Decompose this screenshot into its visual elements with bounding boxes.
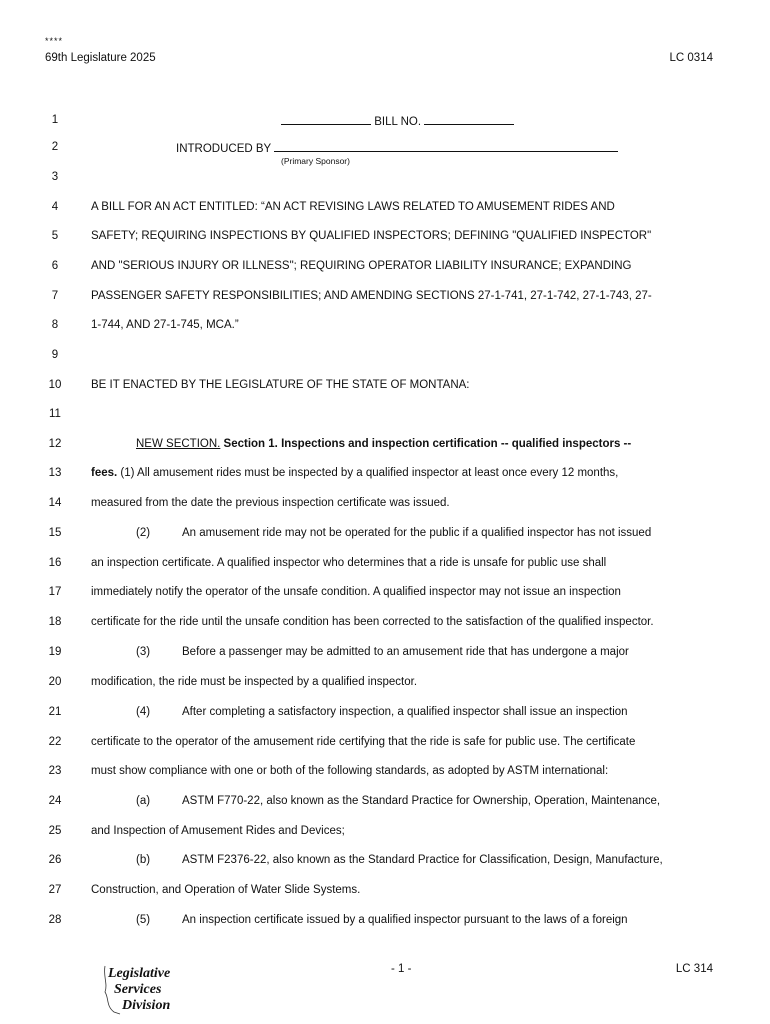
paragraph-number: (b) [136, 854, 151, 866]
line-number: 10 [48, 379, 62, 391]
line-number: 5 [51, 230, 59, 242]
section-text: must show compliance with one or both of the following standards, as adopted by ASTM international: [91, 765, 609, 777]
line-number: 13 [48, 467, 62, 479]
bill-line-21 [0, 706, 770, 728]
section-heading [136, 438, 710, 450]
line-number: 12 [48, 438, 62, 450]
bill-line-23 [0, 765, 770, 787]
paragraph-number: (2) [136, 527, 151, 539]
section-title: Section 1. Inspections and inspection certification -- qualified inspectors -- [223, 438, 632, 450]
section-text: measured from the date the previous inspection certificate was issued. [91, 497, 450, 509]
bill-number-blank-right [424, 114, 514, 125]
section-text: certificate to the operator of the amusement ride certifying that the ride is safe for public use. The certificate [91, 736, 636, 748]
bill-line-17 [0, 586, 770, 608]
paragraph-number: (4) [136, 706, 151, 718]
legislative-services-division-logo [100, 962, 200, 1020]
bill-line-19 [0, 646, 770, 668]
section-text: Construction, and Operation of Water Slide Systems. [91, 884, 361, 896]
section-text [91, 467, 710, 479]
bill-line-11 [0, 408, 770, 430]
bill-line-2 [0, 141, 770, 163]
introduced-by-label: INTRODUCED BY [176, 143, 271, 155]
bill-line-14 [0, 497, 770, 519]
line-number: 25 [48, 825, 62, 837]
bill-line-1 [0, 114, 770, 136]
line-number: 19 [48, 646, 62, 658]
line-number: 2 [51, 141, 59, 153]
title-text: 1-744, AND 27-1-745, MCA.” [91, 319, 239, 331]
bill-line-22 [0, 736, 770, 758]
lc-number: LC 0314 [669, 52, 713, 64]
paragraph-text: An amusement ride may not be operated for the public if a qualified inspector has not issued [182, 527, 652, 539]
bill-line-3 [0, 171, 770, 193]
line-number: 11 [49, 408, 61, 420]
fees-label: fees. [91, 467, 118, 479]
title-text: AND "SERIOUS INJURY OR ILLNESS"; REQUIRING OPERATOR LIABILITY INSURANCE; EXPANDING [91, 260, 632, 272]
bill-no-label: BILL NO. [374, 116, 422, 128]
bill-line-25 [0, 825, 770, 847]
line-number: 1 [51, 114, 59, 126]
bill-line-20 [0, 676, 770, 698]
line-number: 9 [51, 349, 59, 361]
bill-number-row [281, 114, 514, 128]
introduced-by-row [176, 141, 618, 155]
bill-line-9 [0, 349, 770, 371]
line-number: 22 [48, 736, 62, 748]
section-text: and Inspection of Amusement Rides and Devices; [91, 825, 345, 837]
line-number: 27 [48, 884, 62, 896]
line-number: 20 [48, 676, 62, 688]
line-number: 15 [48, 527, 62, 539]
bill-line-8 [0, 319, 770, 341]
bill-line-5 [0, 230, 770, 252]
bill-line-6 [0, 260, 770, 282]
bill-line-24 [0, 795, 770, 817]
paragraph-number: (a) [136, 795, 151, 807]
bill-line-4 [0, 201, 770, 223]
footer-lc-code: LC 314 [675, 963, 713, 975]
new-section-marker: NEW SECTION. [136, 438, 221, 450]
bill-line-12 [0, 438, 770, 460]
line-number: 8 [51, 319, 59, 331]
section-text: certificate for the ride until the unsafe condition has been corrected to the satisfaction of the qualified inspector. [91, 616, 654, 628]
line-number: 3 [51, 171, 59, 183]
bill-line-13 [0, 467, 770, 489]
section-text: modification, the ride must be inspected by a qualified inspector. [91, 676, 418, 688]
logo-word-3: Division [122, 998, 171, 1013]
paragraph-text: ASTM F770-22, also known as the Standard Practice for Ownership, Operation, Maintenance, [182, 795, 661, 807]
enacting-clause: BE IT ENACTED BY THE LEGISLATURE OF THE STATE OF MONTANA: [91, 379, 470, 391]
legislature-session: 69th Legislature 2025 [45, 52, 156, 64]
bill-line-10 [0, 379, 770, 401]
section-text: an inspection certificate. A qualified inspector who determines that a ride is unsafe for public use shall [91, 557, 607, 569]
line-number: 7 [51, 290, 59, 302]
title-text: SAFETY; REQUIRING INSPECTIONS BY QUALIFIED INSPECTORS; DEFINING "QUALIFIED INSPECTOR" [91, 230, 652, 242]
line-number: 6 [51, 260, 59, 272]
line-number: 4 [51, 201, 59, 213]
line-number: 23 [48, 765, 62, 777]
paragraph-number: (3) [136, 646, 151, 658]
logo-word-2: Services [114, 982, 162, 997]
line-number: 21 [48, 706, 62, 718]
bill-line-18 [0, 616, 770, 638]
line-number: 24 [48, 795, 62, 807]
line-number: 26 [48, 854, 62, 866]
bill-line-7 [0, 290, 770, 312]
line-number: 14 [48, 497, 62, 509]
bill-line-28 [0, 914, 770, 936]
bill-line-15 [0, 527, 770, 549]
page-number: - 1 - [391, 963, 412, 975]
primary-sponsor-caption: (Primary Sponsor) [281, 156, 350, 166]
bill-line-26 [0, 854, 770, 876]
section-text: immediately notify the operator of the unsafe condition. A qualified inspector may not issue an inspection [91, 586, 621, 598]
paragraph-text: An inspection certificate issued by a qualified inspector pursuant to the laws of a foreign [182, 914, 628, 926]
title-text: PASSENGER SAFETY RESPONSIBILITIES; AND AMENDING SECTIONS 27-1-741, 27-1-742, 27-1-743, 27- [91, 290, 652, 302]
paragraph-number: (5) [136, 914, 151, 926]
paragraph-text: ASTM F2376-22, also known as the Standard Practice for Classification, Design, Manufacture, [182, 854, 663, 866]
bill-line-16 [0, 557, 770, 579]
line-number: 18 [48, 616, 62, 628]
paragraph-text: Before a passenger may be admitted to an amusement ride that has undergone a major [182, 646, 629, 658]
logo-word-1: Legislative [108, 966, 171, 981]
paragraph-1-text: (1) All amusement rides must be inspected by a qualified inspector at least once every 12 months, [117, 467, 619, 479]
line-number: 16 [48, 557, 62, 569]
bill-line-27 [0, 884, 770, 906]
line-number: 28 [48, 914, 62, 926]
paragraph-text: After completing a satisfactory inspection, a qualified inspector shall issue an inspection [182, 706, 628, 718]
title-text: A BILL FOR AN ACT ENTITLED: “AN ACT REVISING LAWS RELATED TO AMUSEMENT RIDES AND [91, 201, 615, 213]
sponsor-blank [274, 141, 618, 152]
line-number: 17 [48, 586, 62, 598]
header-marks: **** [45, 36, 64, 46]
bill-number-blank-left [281, 114, 371, 125]
